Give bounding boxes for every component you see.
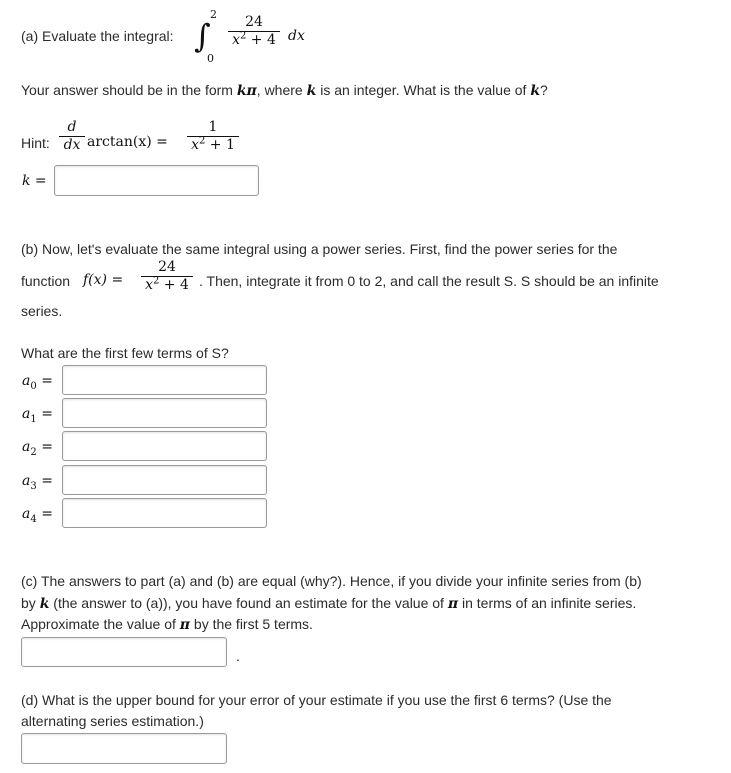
part-b-line-3: series. — [21, 303, 63, 319]
pi-estimate-period: . — [236, 648, 240, 664]
integrand-denominator: $x^2 + 4$ — [228, 31, 280, 49]
term-label: $a_3$ = — [22, 473, 53, 492]
function-prefix: function — [21, 273, 71, 289]
function-suffix: . Then, integrate it from 0 to 2, and call the result S. S should be an infinite — [199, 273, 659, 289]
function-name: f(x) = — [83, 272, 124, 288]
part-c-line-2: by k (the answer to (a)), you have found an estimate for the value of π in terms of an infinite series. — [21, 595, 637, 612]
term-label: $a_4$ = — [22, 506, 53, 525]
integral-upper-limit: 2 — [210, 8, 217, 21]
hint-label: Hint: — [21, 135, 50, 151]
term-a3-input[interactable] — [62, 465, 267, 495]
term-label: $a_1$ = — [22, 406, 53, 425]
term-a0-input[interactable] — [62, 365, 267, 395]
hint-derivative: $\frac{d}{dx}$ — [59, 119, 85, 154]
part-d-line-2: alternating series estimation.) — [21, 713, 204, 729]
hint-fraction: $\frac{1}{x^2 + 1}$ — [187, 119, 239, 154]
part-b-line-1: (b) Now, let's evaluate the same integral using a power series. First, find the power series for the — [21, 241, 618, 257]
term-a4-input[interactable] — [62, 498, 267, 528]
part-c-line-1: (c) The answers to part (a) and (b) are equal (why?). Hence, if you divide your infinite series from (b) — [21, 573, 642, 589]
k-label: k = — [22, 173, 47, 189]
error-bound-input[interactable] — [21, 733, 227, 764]
part-a-integral — [190, 8, 330, 68]
term-label: $a_0$ = — [22, 373, 53, 392]
hint-arctan: arctan(x) = — [87, 134, 168, 150]
term-a1-input[interactable] — [62, 398, 267, 428]
part-a-instruction: Your answer should be in the form kπ, where k is an integer. What is the value of k? — [21, 82, 548, 99]
part-d-line-1: (d) What is the upper bound for your error of your estimate if you use the first 6 terms? (Use the — [21, 692, 612, 708]
integral-lower-limit: 0 — [207, 52, 214, 65]
part-b-function-line — [21, 259, 721, 303]
term-a2-input[interactable] — [62, 431, 267, 461]
terms-question: What are the first few terms of S? — [21, 345, 229, 361]
integrand-numerator: 24 — [245, 14, 263, 30]
k-input[interactable] — [54, 165, 259, 196]
function-fraction: $\frac{24}{x^2 + 4}$ — [141, 259, 193, 294]
integral-differential: dx — [288, 28, 305, 44]
integral-sign: ∫ — [194, 17, 211, 55]
part-c-line-3: Approximate the value of π by the first 5 terms. — [21, 616, 313, 633]
part-a-prefix: (a) Evaluate the integral: — [21, 28, 174, 44]
part-a-prompt — [21, 28, 174, 44]
pi-estimate-input[interactable] — [21, 637, 227, 667]
integrand-fraction — [228, 14, 280, 49]
hint — [21, 119, 281, 167]
term-label: $a_2$ = — [22, 439, 53, 458]
